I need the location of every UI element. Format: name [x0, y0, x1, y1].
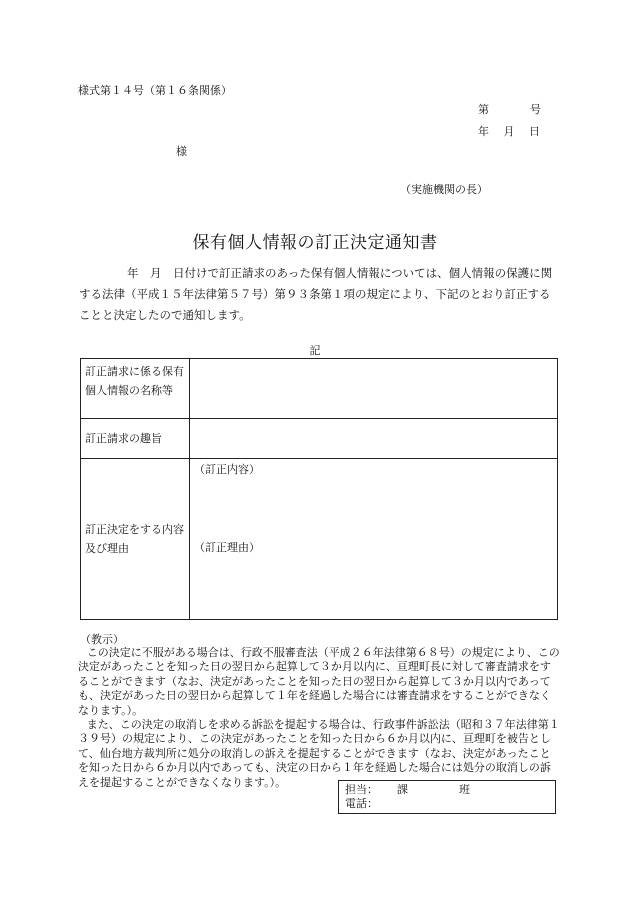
- document-number-label: 第: [478, 103, 489, 116]
- notice-text: [78, 646, 560, 790]
- row-value-name[interactable]: [190, 359, 558, 419]
- table-row: [81, 459, 558, 620]
- body-text: 訂正請求のあった保有個人情報については、個人情報の保護に関する法律（平成１５年法律第５７号）第９３条第１項の規定により、下記のとおり訂正することと決定したので通知します。: [79, 266, 553, 322]
- sender: （実施機関の長）: [400, 183, 488, 196]
- row-value-purpose[interactable]: [190, 419, 558, 459]
- form-id: 様式第１４号（第１６条関係）: [78, 84, 232, 97]
- detail-table: [80, 358, 558, 620]
- row-value-decision[interactable]: [190, 459, 558, 620]
- body-paragraph: [79, 263, 557, 326]
- addressee-suffix: 様: [176, 145, 187, 158]
- correction-reason-label: （訂正理由）: [194, 541, 260, 554]
- body-date-prefix: 年 月 日付けで: [127, 266, 219, 280]
- date-day: 日: [529, 125, 540, 138]
- table-row: [81, 359, 558, 419]
- date-year: 年: [478, 125, 489, 138]
- document-number-suffix: 号: [530, 103, 541, 116]
- notice-paragraph-1: この決定に不服がある場合は、行政不服審査法（平成２６年法律第６８号）の規定により、この決定があったことを知った日の翌日から起算して３か月以内に、亘理町長に対して審査請求をすることができます（なお、決定があったことを知った日の翌日から起算して３か月以内であっても、決定があった日の翌日から起算して１年を経過した場合には審査請求をすることができなくなります。）。: [78, 646, 560, 717]
- table-row: [81, 419, 558, 459]
- contact-tanto-label: 担当：: [345, 783, 378, 796]
- issue-date: [478, 123, 540, 139]
- row-label-name: 訂正請求に係る保有個人情報の名称等: [81, 359, 190, 419]
- date-month: 月: [503, 125, 515, 138]
- ki-heading: 記: [309, 344, 321, 357]
- contact-han-label: 班: [459, 783, 470, 796]
- contact-tel-label: 電話：: [345, 797, 378, 810]
- notice-heading: （教示）: [80, 633, 124, 646]
- row-label-decision: 訂正決定をする内容及び理由: [81, 459, 190, 620]
- document-title: 保有個人情報の訂正決定通知書: [192, 233, 438, 253]
- correction-content-label: （訂正内容）: [194, 463, 260, 476]
- notice-paragraph-2: また、この決定の取消しを求める訴訟を提起する場合は、行政事件訴訟法（昭和３７年法律第１３９号）の規定により、この決定があったことを知った日から６か月以内に、亘理町を被告として、仙台地方裁判所に処分の取消しの訴えを提起することができます（なお、決定があったことを知った日から６か月以内であっても、決定の日から１年を経過した場合には処分の取消しの訴えを提起することができなくなります。）。: [78, 718, 560, 789]
- contact-ka-label: 課: [397, 783, 408, 796]
- contact-box: [338, 780, 556, 814]
- row-label-purpose: 訂正請求の趣旨: [81, 419, 190, 459]
